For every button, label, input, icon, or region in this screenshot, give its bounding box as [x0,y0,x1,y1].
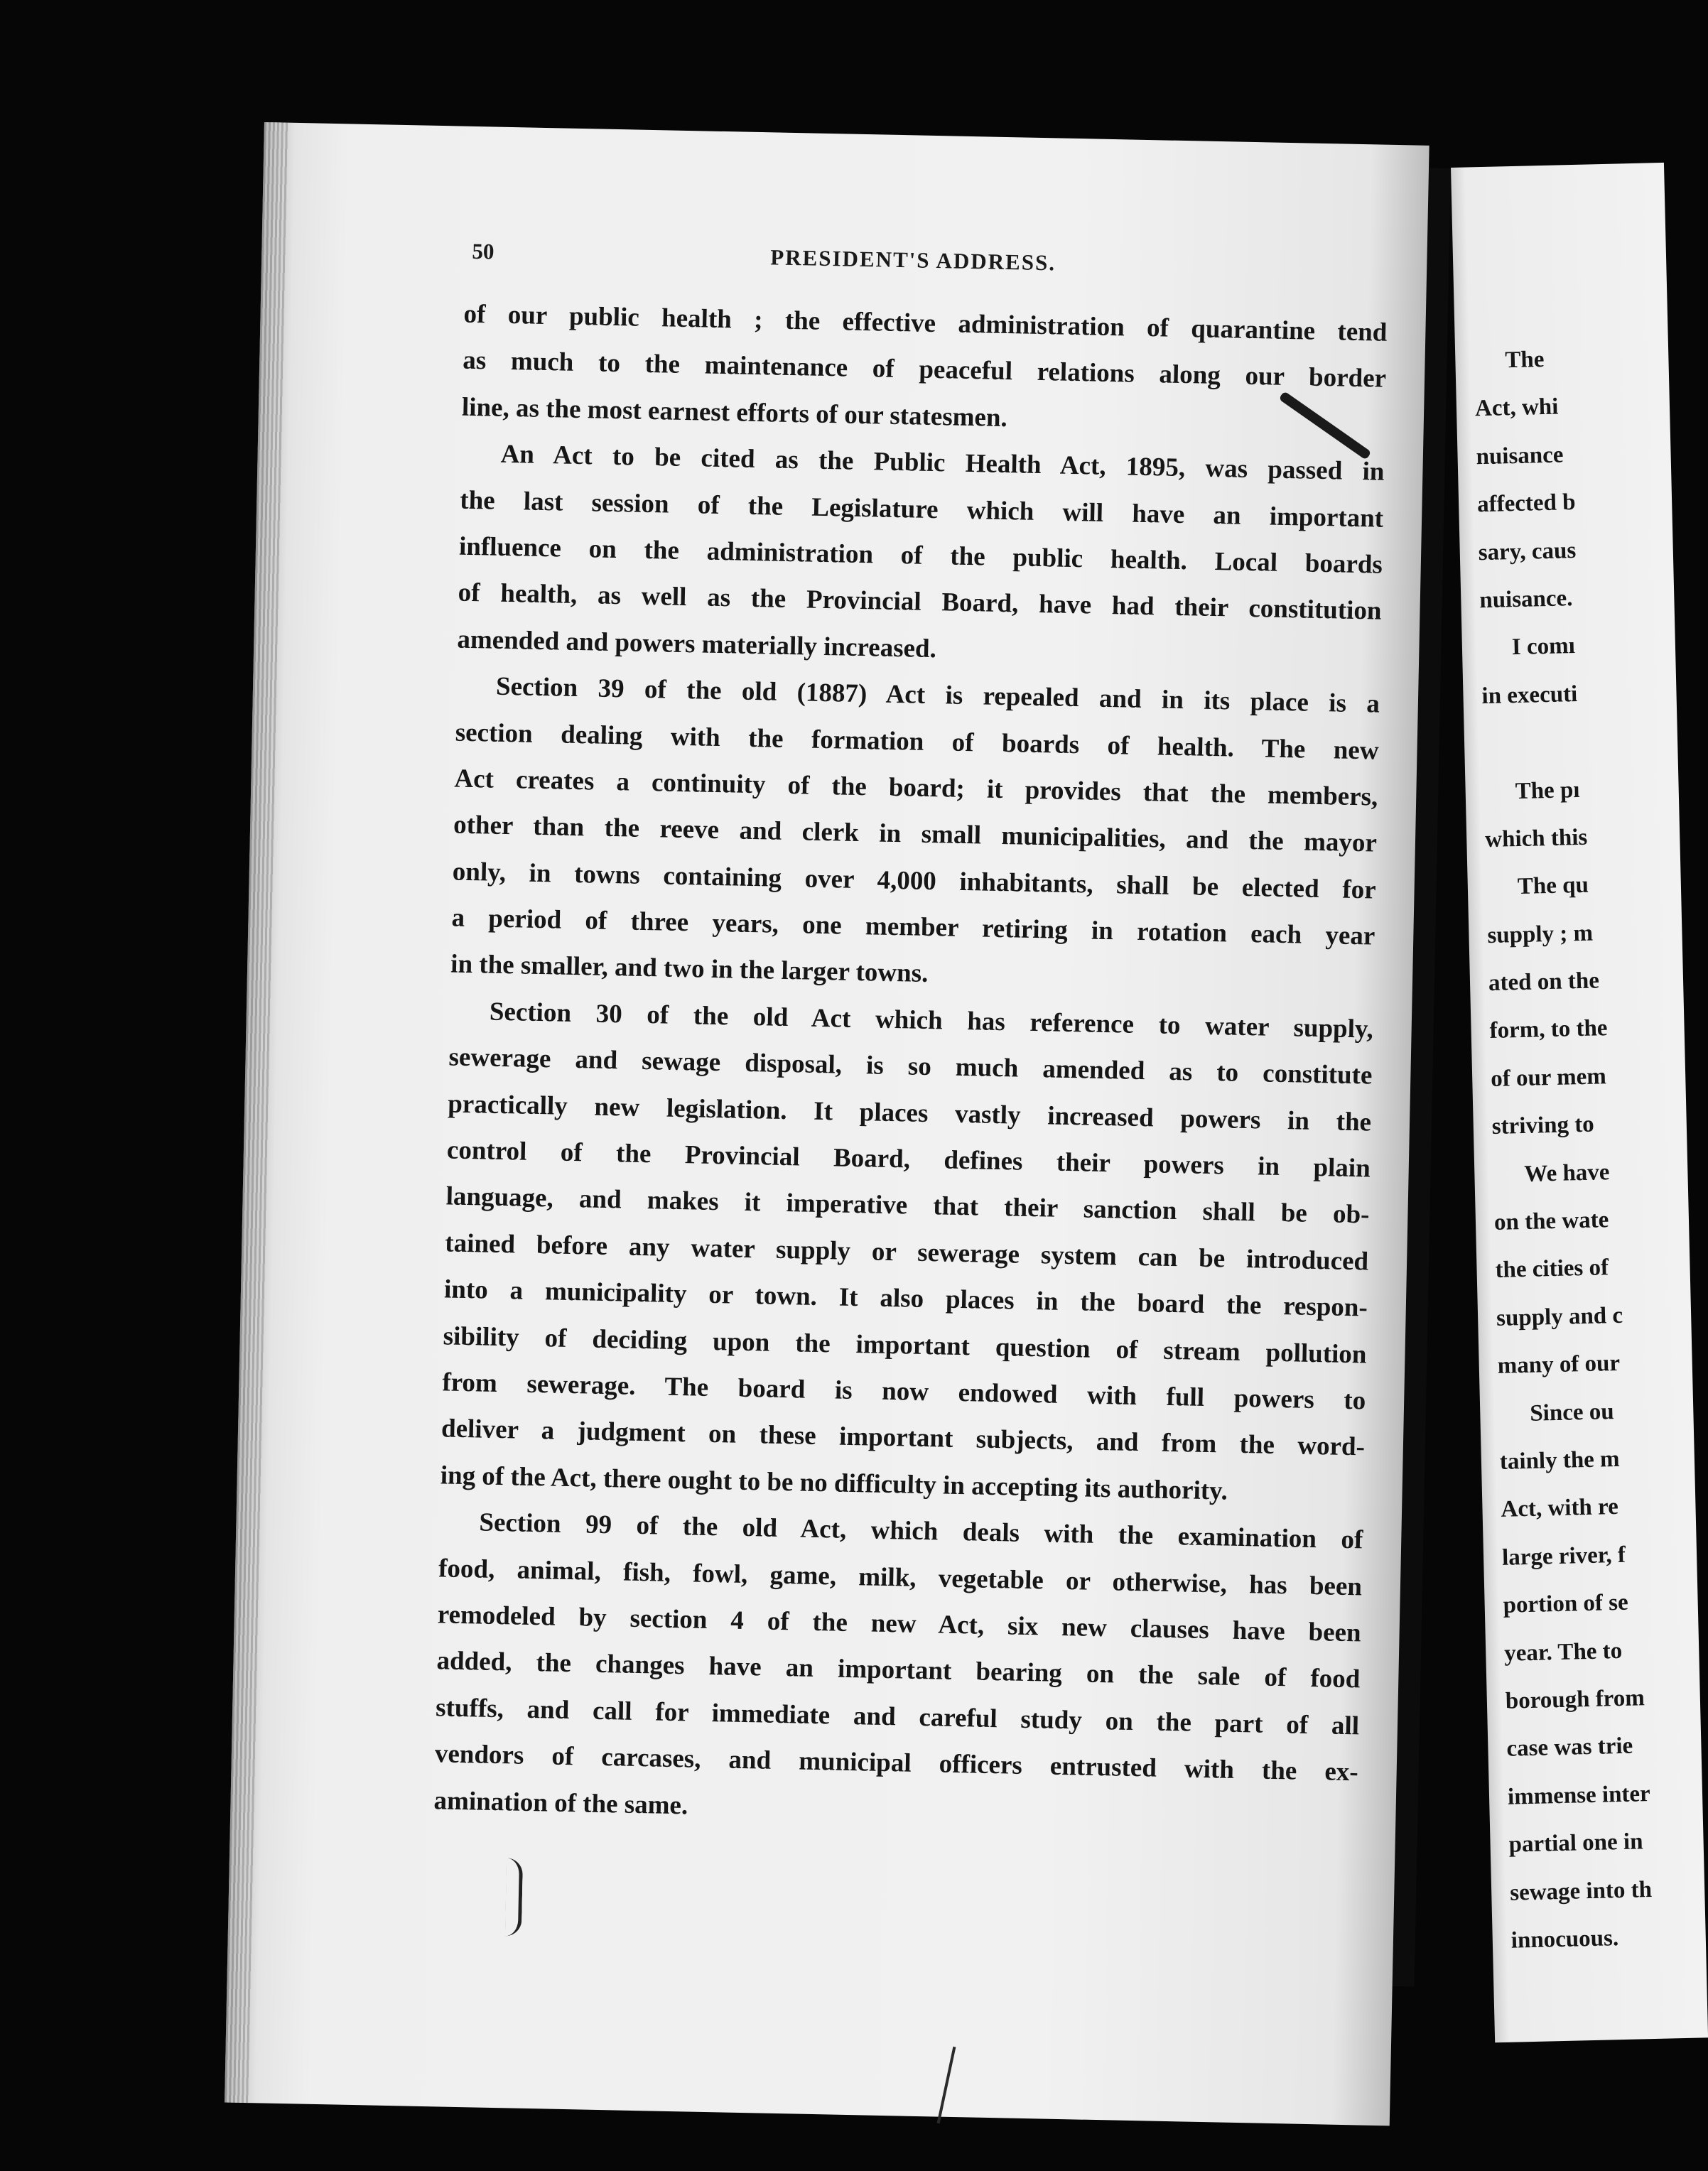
text-line: Section 99 of the old Act, which deals with the examination of [479,1507,1363,1555]
body-text [433,291,1388,1843]
right-text-line: The [1504,346,1545,374]
right-page-text [1474,333,1697,1965]
right-text-line: portion of se [1503,1589,1629,1618]
text-line: control of the Provincial Board, defines their powers in plain [446,1135,1371,1184]
text-line: from sewerage. The board is now endowed with full powers to [442,1368,1366,1416]
right-text-line: ated on the [1488,968,1600,997]
right-text-line: We have [1523,1159,1610,1187]
text-line: food, animal, fish, fowl, game, milk, vegetable or otherwise, has been [438,1553,1363,1601]
text-line: of health, as well as the Provincial Board, have had their constitution [458,578,1382,627]
text-line: only, in towns containing over 4,000 inhabitants, shall be elected for [452,857,1377,905]
text-line: Section 39 of the old (1887) Act is repealed and in its place is a [495,671,1380,719]
text-line: Act creates a continuity of the board; it provides that the members, [454,764,1378,812]
right-text-line: which this [1484,824,1588,853]
right-text-line: form, to the [1489,1015,1608,1044]
text-line: a period of three years, one member retiring in rotation each year [451,903,1375,951]
page-number: 50 [472,238,494,264]
right-text-line: on the wate [1493,1207,1609,1236]
text-line: of our public health ; the effective administration of quarantine tend [463,299,1388,347]
right-text-line: immense inter [1507,1780,1651,1810]
text-line: stuffs, and call for immediate and careful study on the part of all [435,1693,1360,1741]
right-text-line: I comı [1511,633,1576,661]
right-text-line: in executi [1481,681,1578,709]
right-text-line: sary, caus [1478,537,1577,565]
right-text-line: sewage into th [1509,1876,1653,1906]
right-text-line: the cities of [1495,1255,1609,1284]
text-line: practically new legislation. It places vastly increased powers in the [447,1089,1372,1137]
right-text-line: many of our [1497,1350,1621,1380]
text-line: Section 30 of the old Act which has reference to water supply, [489,997,1374,1044]
text-line: tained before any water supply or sewerage system can be introduced [444,1228,1369,1277]
text-line: amination of the same. [433,1785,688,1820]
right-text-line: The qu [1517,872,1589,900]
right-text-line: tainly the m [1499,1446,1620,1475]
right-text-line: affected b [1476,489,1576,518]
text-line: language, and makes it imperative that their sanction shall be ob- [445,1181,1370,1230]
right-text-line: year. The to [1503,1637,1623,1667]
right-text-line: Act, whi [1474,394,1559,422]
right-text-line: large river, f [1501,1542,1626,1571]
right-text-line: Since ou [1529,1398,1615,1426]
text-line: remodeled by section 4 of the new Act, six new clauses have been [437,1600,1362,1648]
text-line: the last session of the Legislature which will have an important [459,485,1384,534]
right-text-line: The pı [1515,776,1580,804]
right-text-line: partial one in [1508,1829,1643,1858]
text-line: in the smaller, and two in the larger towns. [450,949,929,989]
text-line: into a municipality or town. It also places in the board the respon- [443,1274,1368,1323]
right-text-line: Act, with re [1501,1494,1619,1523]
text-line: line, as the most earnest efforts of our statesmen. [461,392,1008,433]
text-line: amended and powers materially increased. [457,624,937,664]
right-text-line [1482,716,1668,768]
text-line: as much to the maintenance of peaceful relations along our border [462,346,1387,394]
right-text-line: borough from [1505,1685,1645,1714]
right-text-line: supply ; m [1487,920,1594,948]
text-line: deliver a judgment on these important subjects, and from the word- [440,1414,1366,1462]
right-text-line: nuisance [1476,442,1564,470]
text-line: added, the changes have an important bearing on the sale of food [436,1646,1361,1694]
text-line: influence on the administration of the public health. Local boards [458,531,1383,580]
text-line: ing of the Act, there ought to be no difficulty in accepting its authority. [440,1461,1228,1506]
right-text-line: supply and c [1496,1302,1623,1331]
right-page [1451,163,1708,2042]
right-text-line: nuisance. [1479,585,1573,614]
text-line: sibility of deciding upon the important question of stream pollution [443,1321,1367,1370]
running-head: PRESIDENT'S ADDRESS. [769,244,1056,276]
text-line: sewerage and sewage disposal, is so much amended as to constitute [448,1042,1373,1090]
text-line: An Act to be cited as the Public Health Act, 1895, was passed in [500,439,1385,487]
right-text-line: striving to [1491,1111,1595,1140]
page-header [472,239,1467,301]
text-line: vendors of carcases, and municipal officers entrusted with the ex- [434,1739,1359,1787]
left-page [225,122,1429,2126]
right-text-line: innocuous. [1510,1925,1619,1954]
margin-bracket-mark [505,1858,523,1936]
right-text-line: case was trie [1506,1733,1633,1763]
text-line: other than the reeve and clerk in small municipalities, and the mayor [453,810,1378,858]
text-line: section dealing with the formation of boards of health. The new [455,718,1379,766]
right-text-line: of our mem [1490,1063,1607,1092]
